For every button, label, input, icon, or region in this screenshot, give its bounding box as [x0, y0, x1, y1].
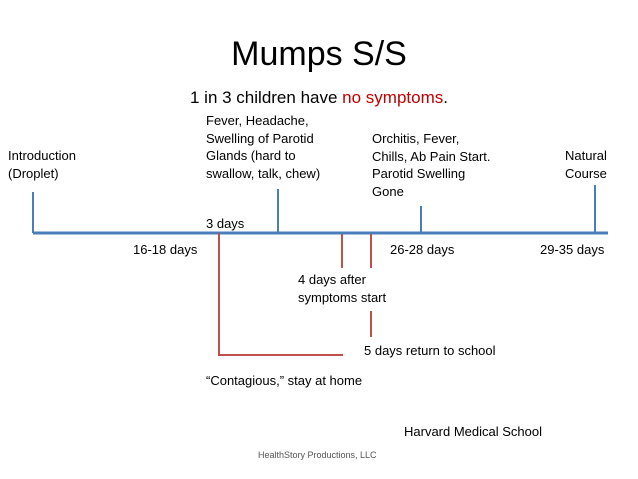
subtitle-prefix: 1 in 3 children have — [190, 88, 343, 107]
slide-title: Mumps S/S — [231, 35, 407, 73]
event-introduction: Introduction (Droplet) — [8, 148, 76, 181]
label-contagious: “Contagious,” stay at home — [206, 373, 363, 388]
label-return-school: 5 days return to school — [364, 343, 496, 358]
label-26-28-days: 26-28 days — [390, 242, 455, 257]
event-natural-course: Natural Course — [565, 148, 607, 181]
event-symptoms: Fever, Headache, Swelling of Parotid Glands (hard to swallow, talk, chew) — [206, 113, 321, 181]
event-orchitis: Orchitis, Fever, Chills, Ab Pain Start. Parotid Swelling Gone — [372, 131, 491, 199]
credit-label: HealthStory Productions, LLC — [258, 450, 377, 460]
label-4-days-after: 4 days after symptoms start — [298, 272, 387, 305]
subtitle-suffix: . — [443, 88, 448, 107]
subtitle-highlight: no symptoms — [342, 88, 444, 107]
label-16-18-days: 16-18 days — [133, 242, 198, 257]
label-3-days: 3 days — [206, 216, 245, 231]
source-label: Harvard Medical School — [404, 424, 543, 439]
label-29-35-days: 29-35 days — [540, 242, 605, 257]
